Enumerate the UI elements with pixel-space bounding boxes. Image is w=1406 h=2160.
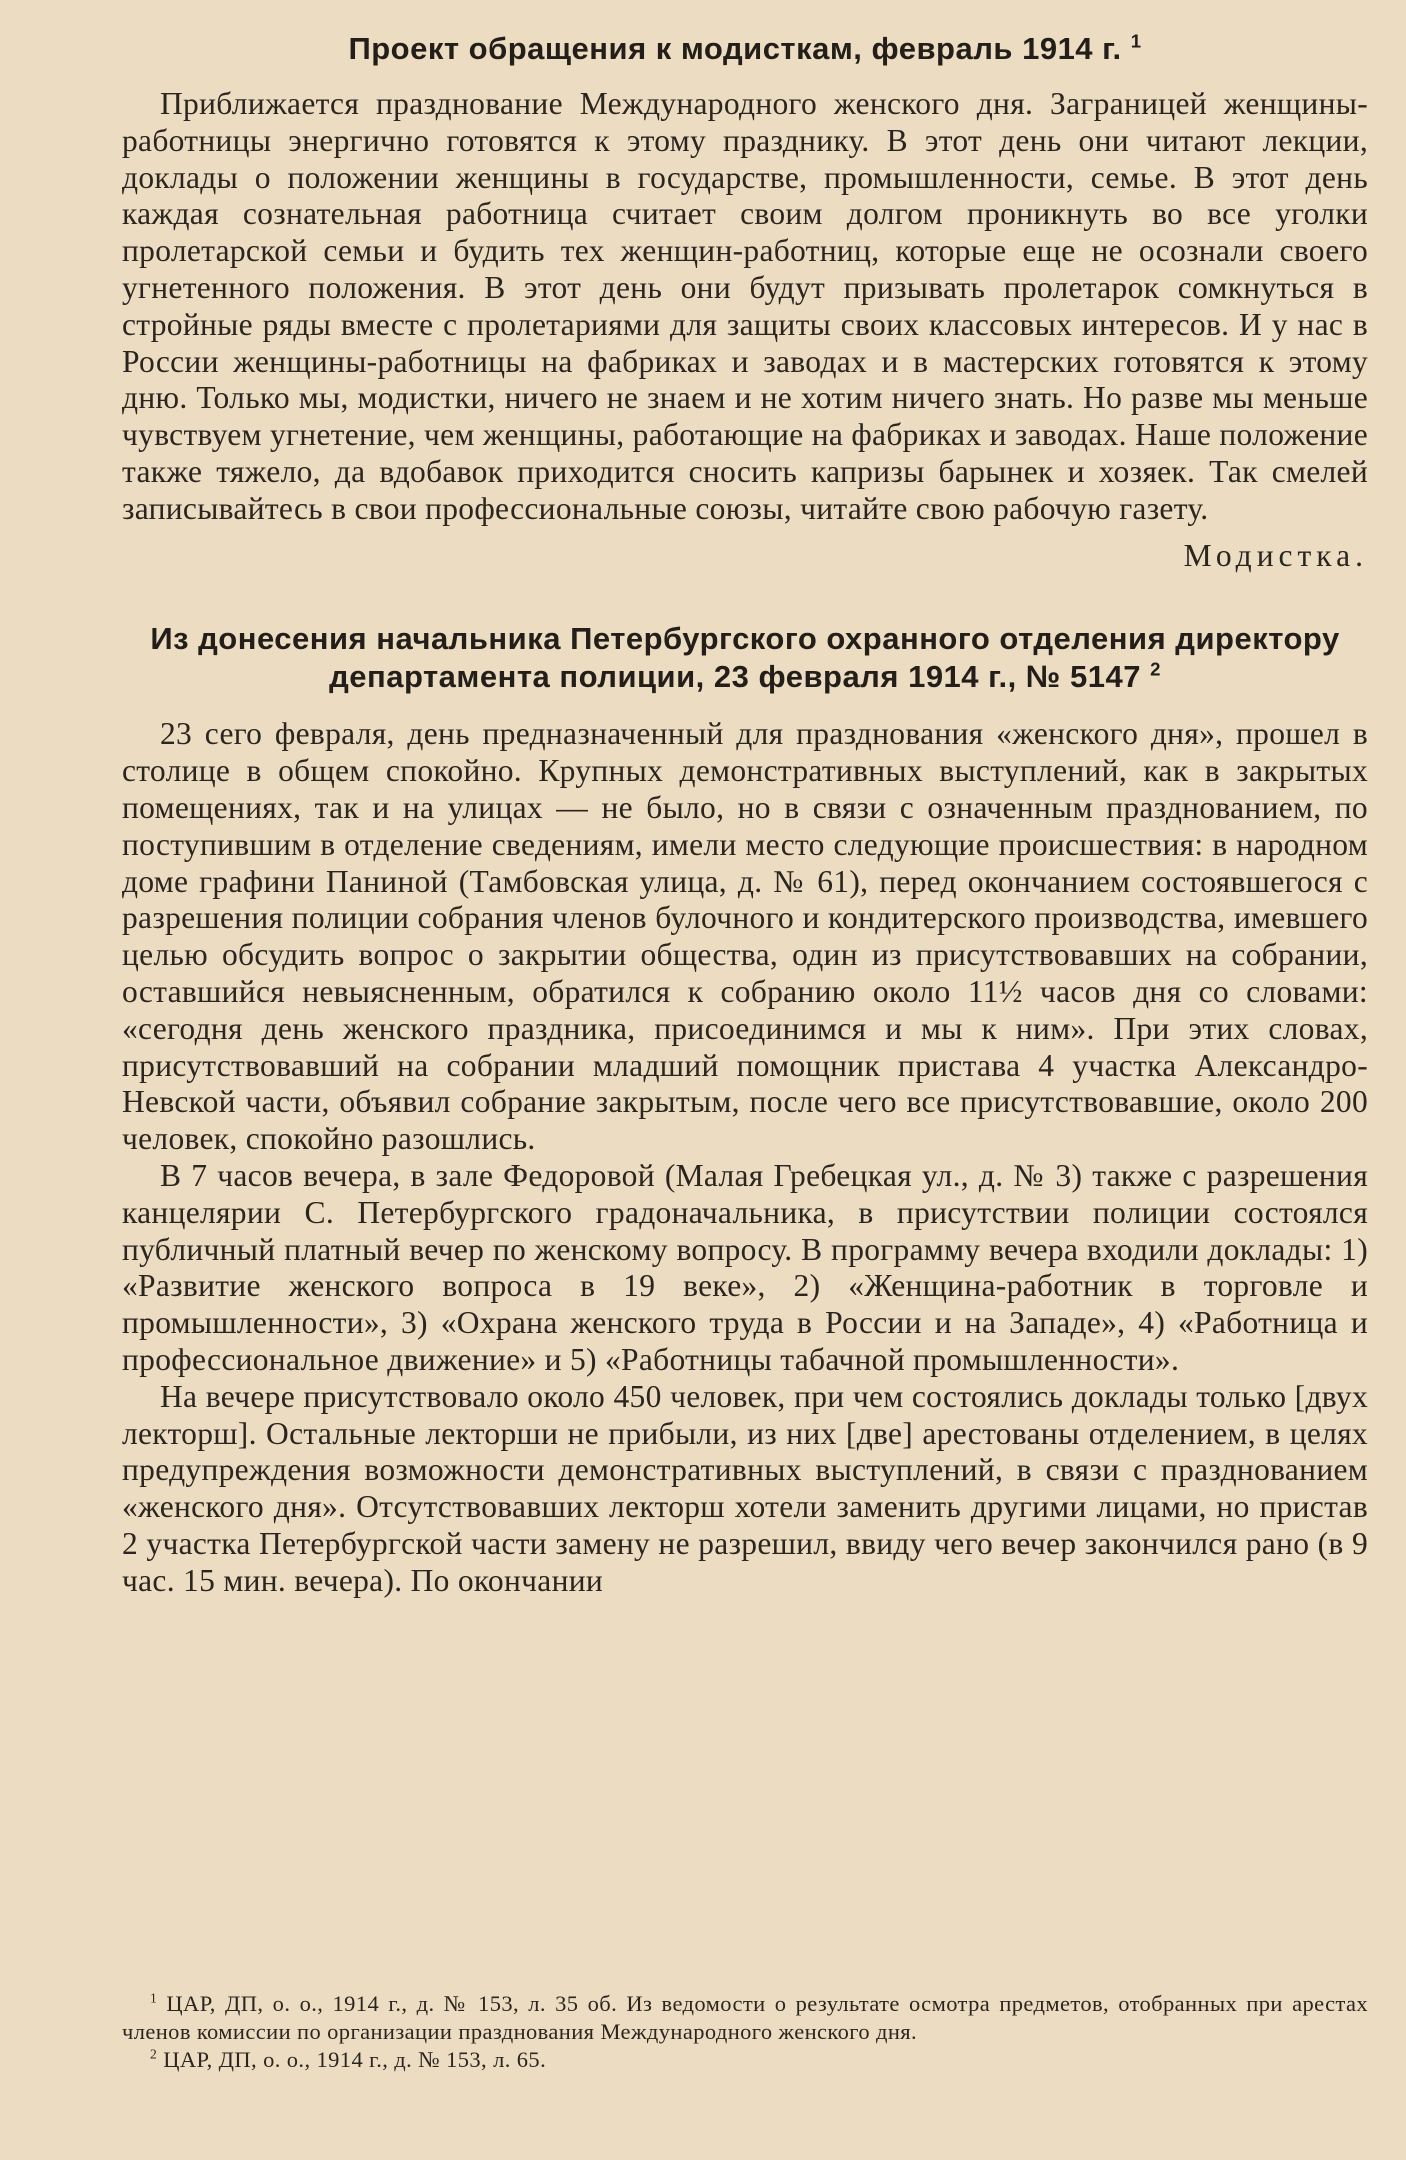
footnote-1	[122, 1990, 1368, 2046]
doc1-footnote-ref: 1	[1130, 30, 1142, 52]
doc2-paragraph-1: 23 сего февраля, день предназначенный для празднования «женского дня», прошел в столице в общем спокойно. Крупных демонстративных выступлений, как в закрытых помещениях, так и на улицах — не было, но в связи с означенным празднованием, по поступившим в отделение сведениям, имели место следующие происшествия: в народном доме графини Паниной (Тамбовская улица, д. № 61), перед окончанием состоявшегося с разрешения полиции собрания членов булочного и кондитерского производства, имевшего целью обсудить вопрос о закрытии общества, один из присутствовавших на собрании, оставшийся невыясненным, обратился к собранию около 11½ часов дня со словами: «сегодня день женского праздника, присоединимся и мы к ним». При этих словах, присутствовавший на собрании младший помощник пристава 4 участка Александро-Невской части, объявил собрание закрытым, после чего все присутствовавшие, около 200 человек, спокойно разошлись.	[122, 716, 1368, 1157]
doc2-title: Из донесения начальника Петербургского охранного отделения директору департамента полиции, 23 февраля 1914 г., № 5147	[150, 621, 1340, 695]
doc2-footnote-ref: 2	[1150, 659, 1161, 681]
doc1-signature: Модистка.	[1183, 537, 1368, 573]
footnote-1-mark: 1	[150, 1990, 158, 2006]
doc1-heading	[122, 30, 1368, 68]
doc1-paragraph-1: Приближается празднование Международного женского дня. Заграницей женщины-работницы энергично готовятся к этому празднику. В этот день они читают лекции, доклады о положении женщины в государстве, промышленности, семье. В этот день каждая сознательная работница считает своим долгом проникнуть во все уголки пролетарской семьи и будить тех женщин-работниц, которые еще не осознали своего угнетенного положения. В этот день они будут призывать пролетарок сомкнуться в стройные ряды вместе с пролетариями для защиты своих классовых интересов. И у нас в России женщины-работницы на фабриках и заводах и в мастерских готовятся к этому дню. Только мы, модистки, ничего не знаем и не хотим ничего знать. Но разве мы меньше чувствуем угнетение, чем женщины, работающие на фабриках и заводах. Наше положение также тяжело, да вдобавок приходится сносить капризы барынек и хозяек. Так смелей записывайтесь в свои профессиональные союзы, читайте свою рабочую газету.	[122, 86, 1368, 526]
document-page	[122, 30, 1368, 2140]
doc2-paragraph-3: На вечере присутствовало около 450 человек, при чем состоялись доклады только [двух лекторш]. Остальные лекторши не прибыли, из них [две] арестованы отделением, в целях предупреждения возможности демонстративных выступлений, в связи с празднованием «женского дня». Отсутствовавших лекторш хотели заменить другими лицами, но пристав 2 участка Петербургской части замену не разрешил, ввиду чего вечер закончился рано (в 9 час. 15 мин. вечера). По окончании	[122, 1378, 1368, 1598]
doc2-heading	[122, 620, 1368, 696]
footnotes	[122, 1990, 1368, 2074]
footnote-2-mark: 2	[150, 2046, 158, 2062]
footnote-2	[122, 2046, 1368, 2074]
footnote-2-text: ЦАР, ДП, о. о., 1914 г., д. № 153, л. 65.	[163, 2047, 547, 2072]
doc2-paragraph-2: В 7 часов вечера, в зале Федоровой (Малая Гребецкая ул., д. № 3) также с разрешения канцелярии С. Петербургского градоначальника, в присутствии полиции состоялся публичный платный вечер по женскому вопросу. В программу вечера входили доклады: 1) «Развитие женского вопроса в 19 веке», 2) «Женщина-работник в торговле и промышленности», 3) «Охрана женского труда в России и на Западе», 4) «Работница и профессиональное движение» и 5) «Работницы табачной промышленности».	[122, 1157, 1368, 1377]
doc1-title: Проект обращения к модисткам, февраль 1914 г.	[348, 31, 1122, 66]
footnote-1-text: ЦАР, ДП, о. о., 1914 г., д. № 153, л. 35 об. Из ведомости о результате осмотра предметов, отобранных при арестах членов комиссии по организации празднования Международного женского дня.	[122, 1991, 1368, 2044]
